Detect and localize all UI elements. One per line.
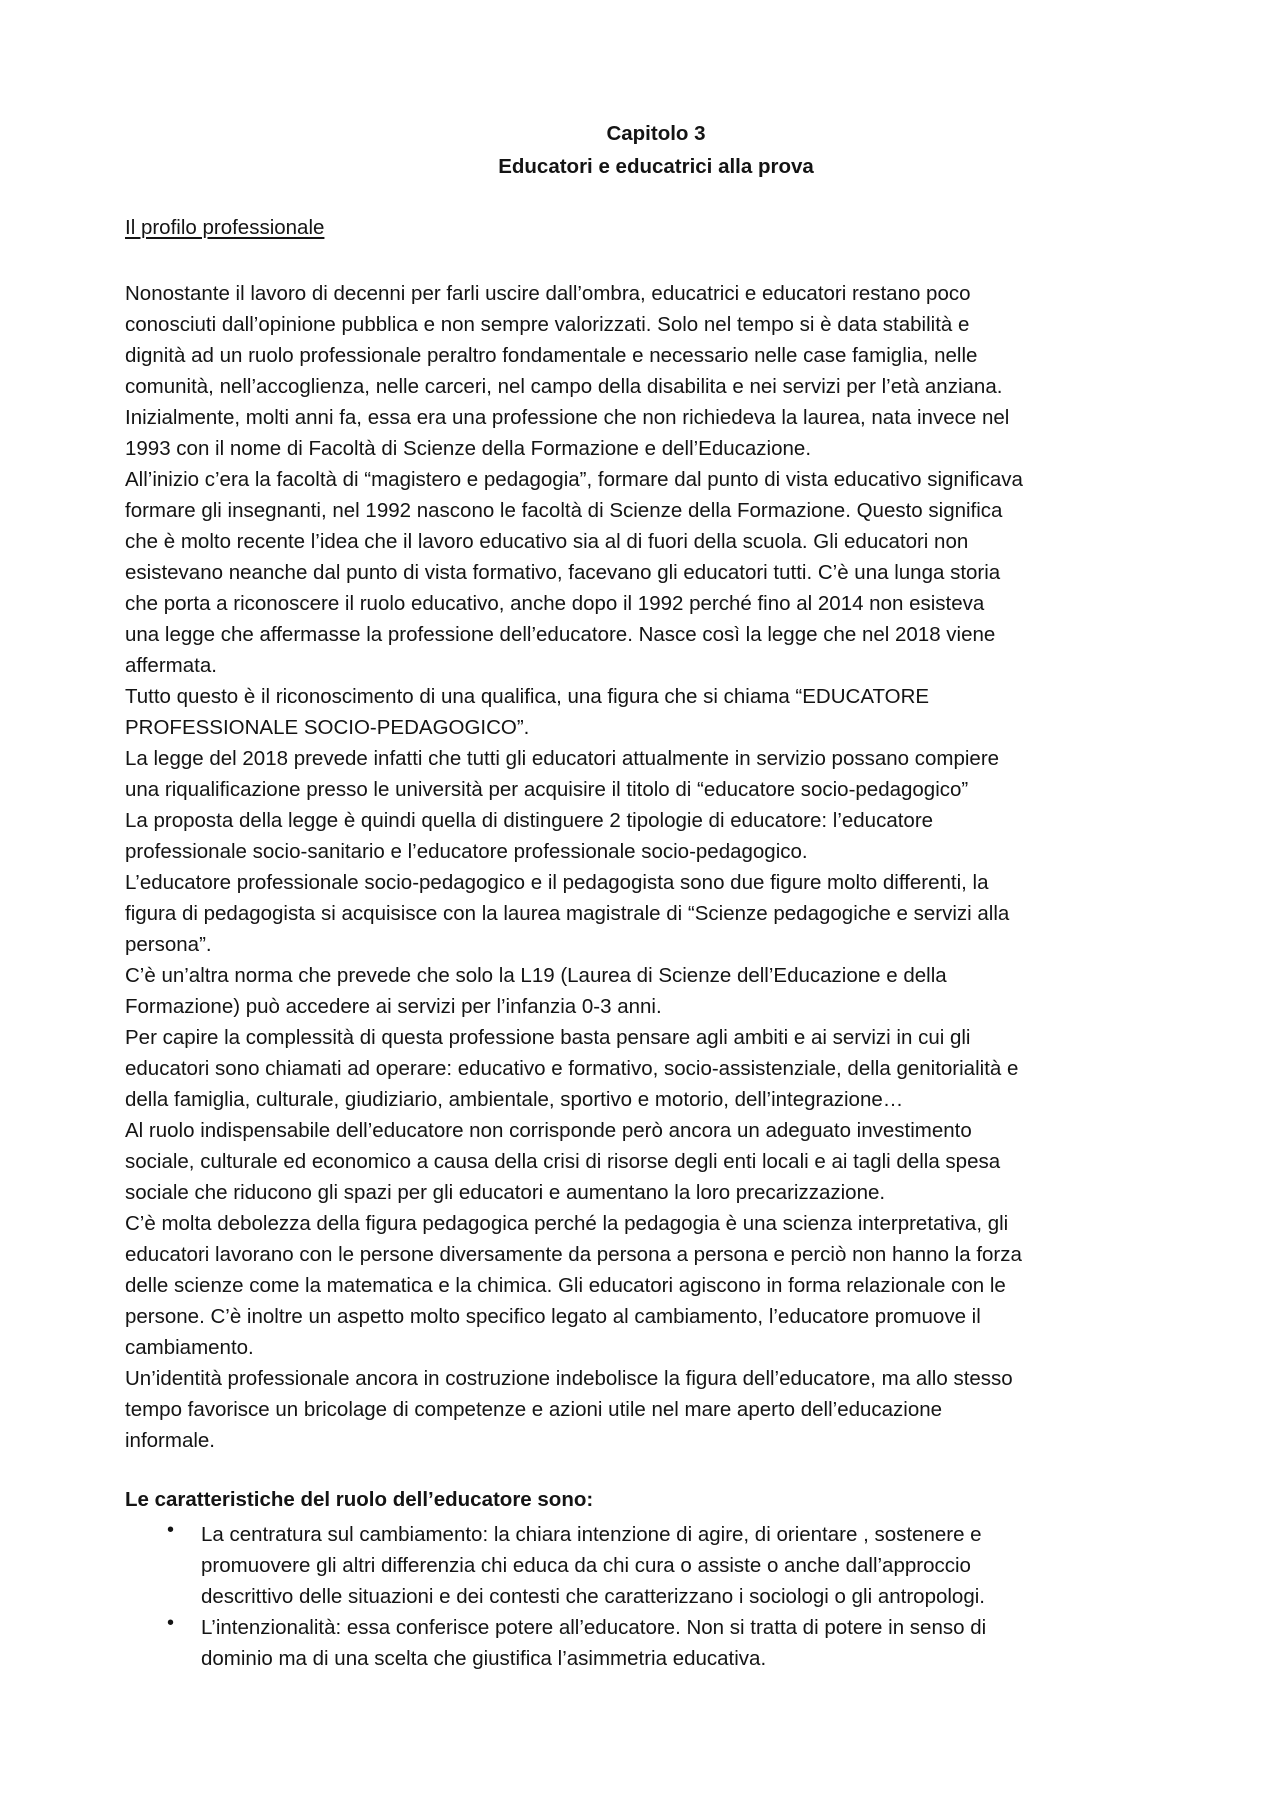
text-line: figura di pedagogista si acquisisce con la laurea magistrale di “Scienze pedagogiche e servizi alla xyxy=(125,902,1010,925)
text-line: Per capire la complessità di questa professione basta pensare agli ambiti e ai servizi in cui gli xyxy=(125,1026,971,1049)
list-item-line: L’intenzionalità: essa conferisce potere all’educatore. Non si tratta di potere in senso di xyxy=(201,1616,987,1639)
section-heading: Il profilo professionale xyxy=(125,216,325,239)
text-line: Al ruolo indispensabile dell’educatore non corrisponde però ancora un adeguato investimento xyxy=(125,1119,972,1142)
text-line: dignità ad un ruolo professionale peraltro fondamentale e necessario nelle case famiglia, nelle xyxy=(125,344,978,367)
text-line: C’è molta debolezza della figura pedagogica perché la pedagogia è una scienza interpretativa, gli xyxy=(125,1212,1009,1235)
text-line: L’educatore professionale socio-pedagogico e il pedagogista sono due figure molto differenti, la xyxy=(125,871,989,894)
list-item-line: dominio ma di una scelta che giustifica l’asimmetria educativa. xyxy=(201,1647,767,1670)
text-line: Nonostante il lavoro di decenni per farli uscire dall’ombra, educatrici e educatori restano poco xyxy=(125,282,971,305)
text-line: La proposta della legge è quindi quella di distinguere 2 tipologie di educatore: l’educatore xyxy=(125,809,934,832)
text-line: sociale che riducono gli spazi per gli educatori e aumentano la loro precarizzazione. xyxy=(125,1181,886,1204)
text-line: cambiamento. xyxy=(125,1336,254,1359)
text-line: Inizialmente, molti anni fa, essa era una professione che non richiedeva la laurea, nata invece nel xyxy=(125,406,1010,429)
text-line: affermata. xyxy=(125,654,217,677)
text-line: una riqualificazione presso le università per acquisire il titolo di “educatore socio-pedagogico” xyxy=(125,778,969,801)
text-line: C’è un’altra norma che prevede che solo la L19 (Laurea di Scienze dell’Educazione e della xyxy=(125,964,947,987)
chapter-title: Capitolo 3 xyxy=(606,122,706,145)
text-line: una legge che affermasse la professione dell’educatore. Nasce così la legge che nel 2018 viene xyxy=(125,623,996,646)
text-line: che porta a riconoscere il ruolo educativo, anche dopo il 1992 perché fino al 2014 non esisteva xyxy=(125,592,985,615)
text-line: professionale socio-sanitario e l’educatore professionale socio-pedagogico. xyxy=(125,840,808,863)
body-paragraphs xyxy=(125,278,1023,1456)
text-line: esistevano neanche dal punto di vista formativo, facevano gli educatori tutti. C’è una lunga storia xyxy=(125,561,1001,584)
text-line: persona”. xyxy=(125,933,212,956)
list-item-line: descrittivo delle situazioni e dei contesti che caratterizzano i sociologi o gli antropologi. xyxy=(201,1585,985,1608)
text-line: La legge del 2018 prevede infatti che tutti gli educatori attualmente in servizio possano compiere xyxy=(125,747,1000,770)
text-line: educatori lavorano con le persone diversamente da persona a persona e perciò non hanno la forza xyxy=(125,1243,1022,1266)
text-line: Formazione) può accedere ai servizi per l’infanzia 0-3 anni. xyxy=(125,995,662,1018)
list-heading: Le caratteristiche del ruolo dell’educatore sono: xyxy=(125,1488,594,1511)
text-line: Tutto questo è il riconoscimento di una qualifica, una figura che si chiama “EDUCATORE xyxy=(125,685,930,708)
text-line: sociale, culturale ed economico a causa della crisi di risorse degli enti locali e ai tagli della spesa xyxy=(125,1150,1001,1173)
text-line: tempo favorisce un bricolage di competenze e azioni utile nel mare aperto dell’educazione xyxy=(125,1398,943,1421)
bullet-icon: • xyxy=(167,1519,175,1541)
bullet-list xyxy=(125,1519,986,1674)
text-line: conosciuti dall’opinione pubblica e non sempre valorizzati. Solo nel tempo si è data stabilità e xyxy=(125,313,970,336)
text-line: informale. xyxy=(125,1429,216,1452)
list-item xyxy=(125,1612,986,1674)
text-line: educatori sono chiamati ad operare: educativo e formativo, socio-assistenziale, della genitorialità e xyxy=(125,1057,1019,1080)
text-line: delle scienze come la matematica e la chimica. Gli educatori agiscono in forma relazionale con le xyxy=(125,1274,1006,1297)
text-line: persone. C’è inoltre un aspetto molto specifico legato al cambiamento, l’educatore promuove il xyxy=(125,1305,981,1328)
text-line: della famiglia, culturale, giudiziario, ambientale, sportivo e motorio, dell’integrazione… xyxy=(125,1088,904,1111)
chapter-subtitle: Educatori e educatrici alla prova xyxy=(498,155,814,178)
text-line: Un’identità professionale ancora in costruzione indebolisce la figura dell’educatore, ma allo stesso xyxy=(125,1367,1013,1390)
text-line: che è molto recente l’idea che il lavoro educativo sia al di fuori della scuola. Gli educatori non xyxy=(125,530,969,553)
text-line: All’inizio c’era la facoltà di “magistero e pedagogia”, formare dal punto di vista educativo significava xyxy=(125,468,1023,491)
list-item xyxy=(125,1519,986,1612)
text-line: 1993 con il nome di Facoltà di Scienze della Formazione e dell’Educazione. xyxy=(125,437,812,460)
text-line: PROFESSIONALE SOCIO-PEDAGOGICO”. xyxy=(125,716,530,739)
text-line: comunità, nell’accoglienza, nelle carceri, nel campo della disabilita e nei servizi per l’età anziana. xyxy=(125,375,1003,398)
list-item-line: promuovere gli altri differenzia chi educa da chi cura o assiste o anche dall’approccio xyxy=(201,1554,971,1577)
bullet-icon: • xyxy=(167,1612,175,1634)
text-line: formare gli insegnanti, nel 1992 nascono le facoltà di Scienze della Formazione. Questo significa xyxy=(125,499,1003,522)
list-item-line: La centratura sul cambiamento: la chiara intenzione di agire, di orientare , sostenere e xyxy=(201,1523,982,1546)
